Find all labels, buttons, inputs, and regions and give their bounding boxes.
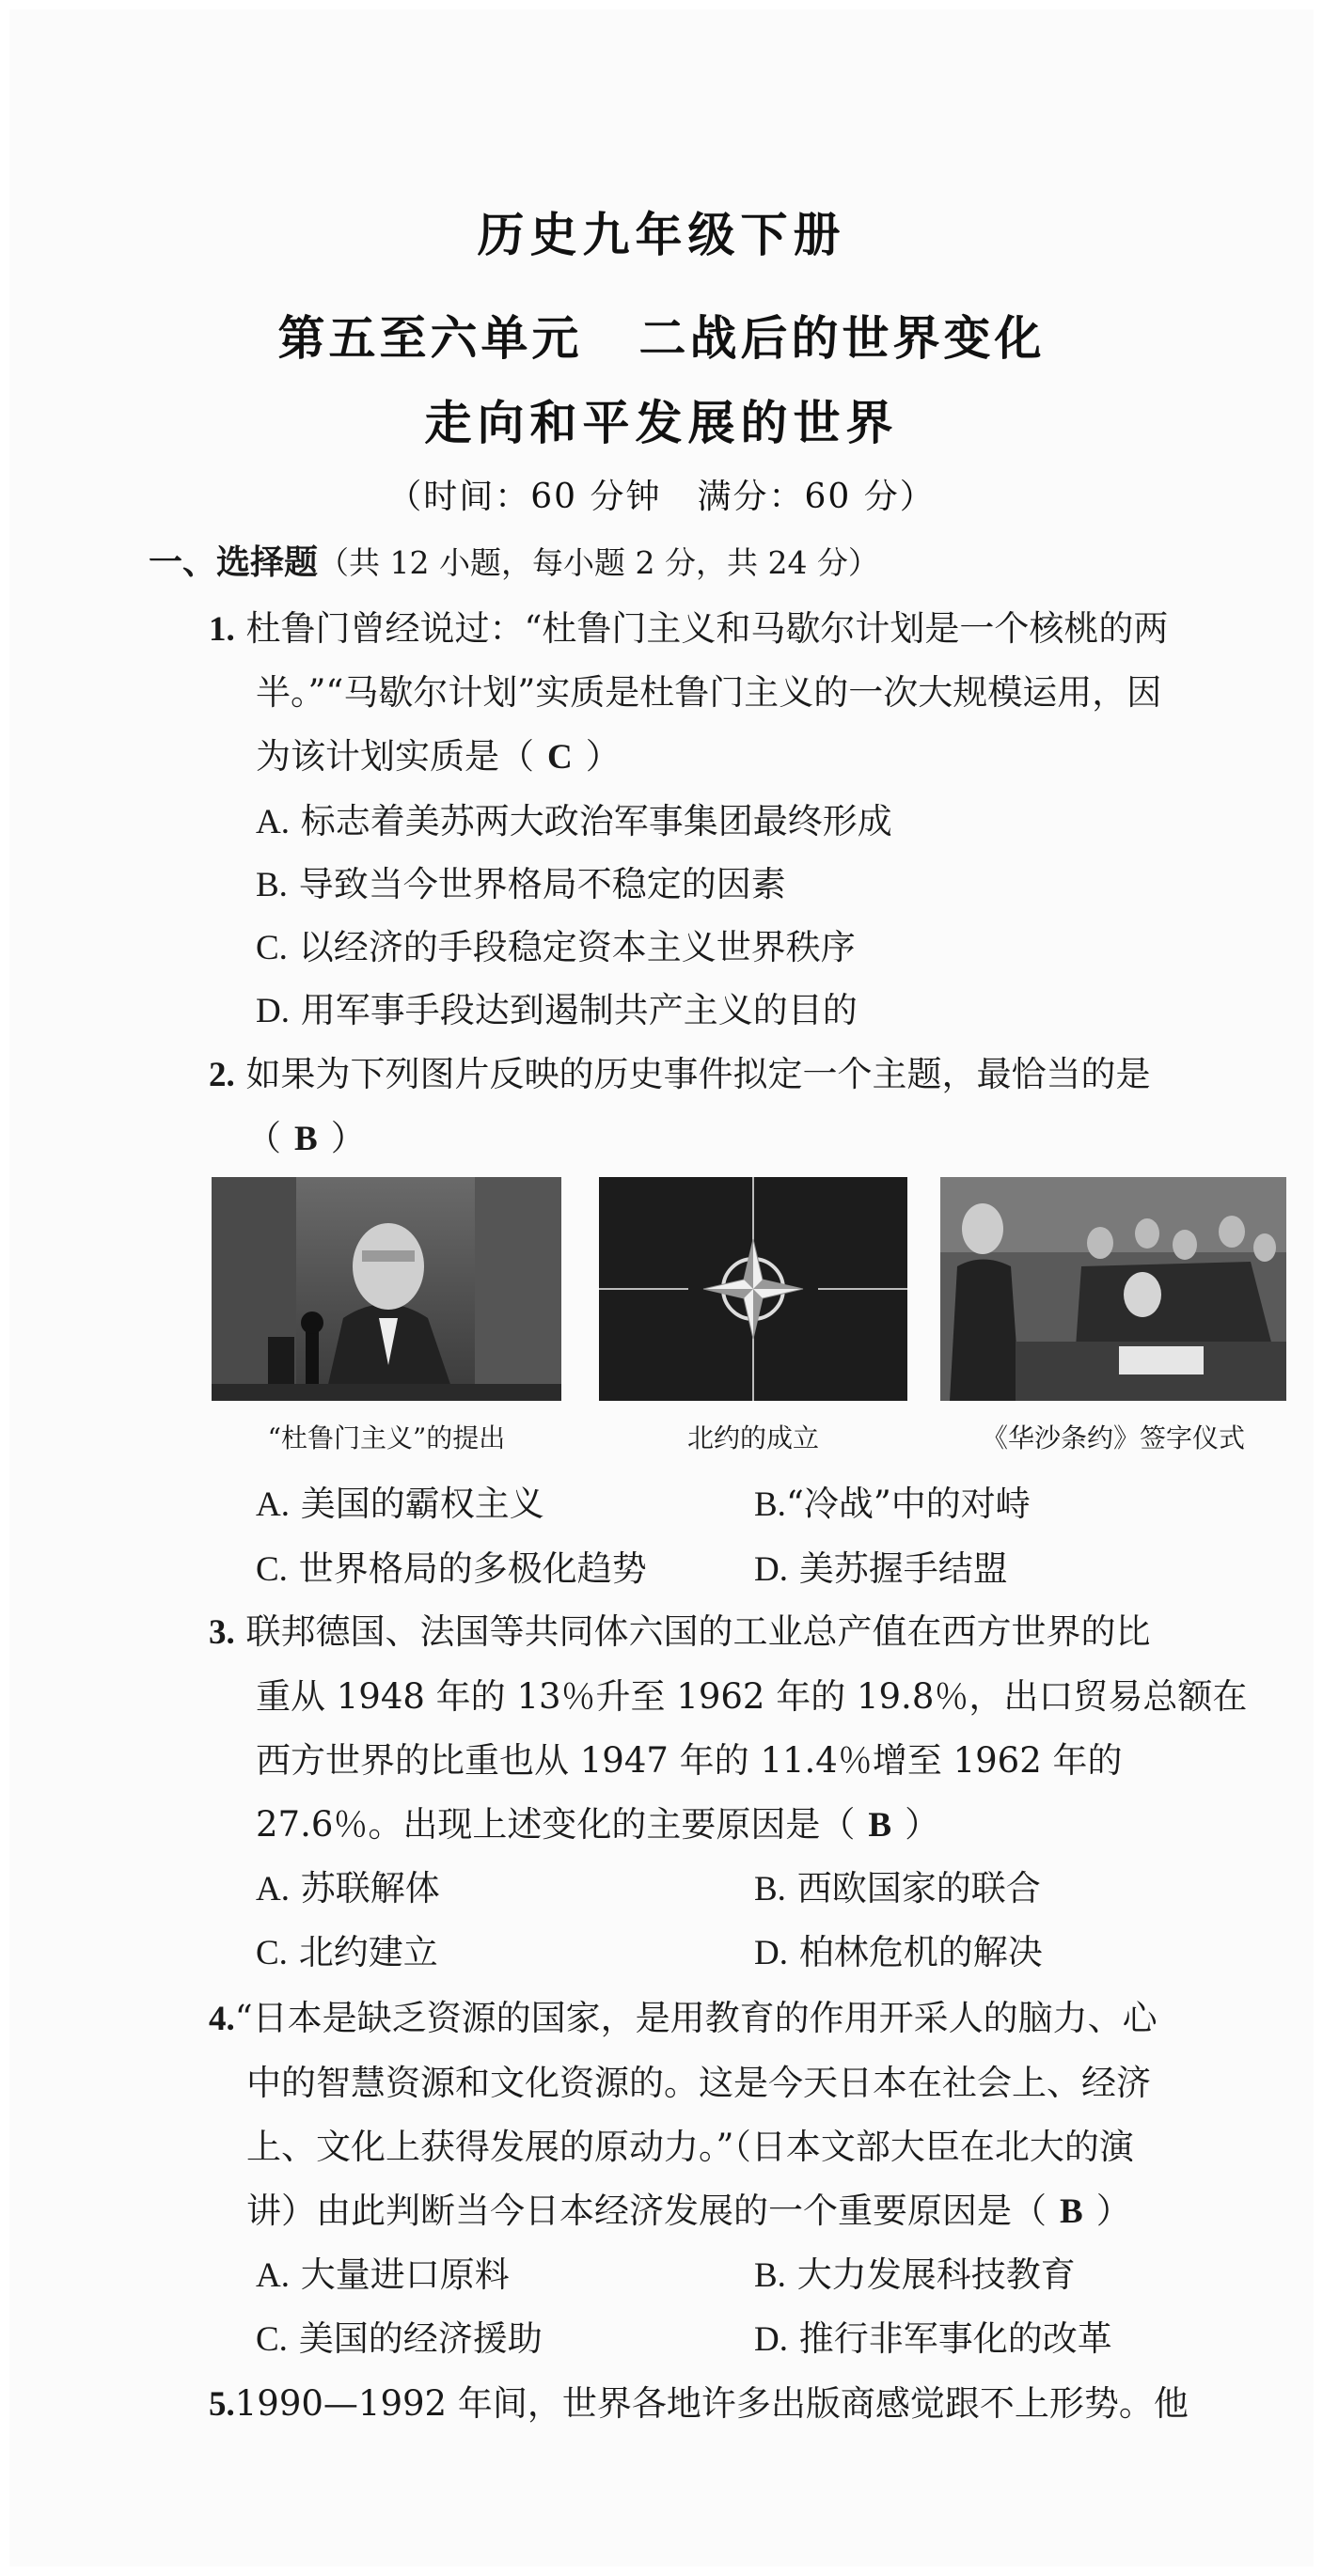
q3-option-b [754, 1868, 1041, 1908]
q4-line-4 [246, 2193, 1131, 2229]
q2-number: 2. [209, 1056, 235, 1094]
q1-answer: C [547, 738, 573, 777]
q1-option-c [256, 927, 856, 967]
q4-line-3: 上、文化上获得发展的原动力。”（日本文部大臣在北大的演 [246, 2127, 1134, 2167]
section-label: 一、选择题 [149, 542, 319, 582]
q1-option-b [256, 864, 786, 904]
q1-option-b-label: B. [256, 866, 288, 904]
q1-option-a-text: 标志着美苏两大政治军事集团最终形成 [300, 801, 892, 841]
q5-line-1 [209, 2383, 1189, 2424]
q4-option-b-label: B. [754, 2256, 786, 2295]
q3-option-b-text: 西欧国家的联合 [796, 1868, 1041, 1908]
section-detail: （共 12 小题，每小题 2 分，共 24 分） [318, 544, 879, 581]
q1-number: 1. [209, 610, 235, 649]
photo-warsaw-signing [940, 1177, 1286, 1401]
q1-option-a-label: A. [256, 803, 290, 841]
q3-option-c-label: C. [256, 1934, 288, 1972]
q3-option-a-text: 苏联解体 [300, 1868, 440, 1908]
q2-line-2 [246, 1118, 366, 1158]
q4-line-1 [209, 1998, 1158, 2038]
q3-option-b-label: B. [754, 1870, 786, 1908]
q2-option-d-text: 美苏握手结盟 [798, 1548, 1008, 1589]
section-heading [149, 536, 879, 584]
q2-option-b-label: B. [754, 1485, 786, 1524]
q3-option-c-text: 北约建立 [298, 1932, 438, 1972]
unit-title [0, 301, 1323, 369]
q3-option-a [256, 1868, 440, 1908]
exam-time-info: （时间：60 分钟 满分：60 分） [387, 478, 936, 516]
unit-title-line2: 走向和平发展的世界 [424, 395, 899, 450]
q2-option-a-text: 美国的霸权主义 [300, 1484, 544, 1524]
q1-option-a [256, 801, 892, 841]
q4-option-a-label: A. [256, 2256, 290, 2295]
q1-option-c-text: 以经济的手段稳定资本主义世界秩序 [298, 927, 856, 967]
q2-option-c-text: 世界格局的多极化趋势 [298, 1548, 647, 1589]
caption-truman: “杜鲁门主义”的提出 [267, 1422, 506, 1453]
q3-number: 3. [209, 1613, 235, 1652]
q1-option-d-text: 用军事手段达到遏制共产主义的目的 [300, 990, 858, 1030]
q2-close: ） [330, 1118, 366, 1158]
q3-option-d-text: 柏林危机的解决 [798, 1932, 1043, 1972]
q3-line-4 [256, 1804, 940, 1845]
caption-nato: 北约的成立 [686, 1422, 819, 1453]
q4-option-c-text: 美国的经济援助 [298, 2318, 543, 2359]
q2-open: （ [246, 1118, 281, 1158]
q2-option-c-label: C. [256, 1550, 288, 1589]
q4-option-b-text: 大力发展科技教育 [796, 2254, 1076, 2295]
q4-text-4: 讲）由此判断当今日本经济发展的一个重要原因是（ [246, 2191, 1047, 2231]
q3-answer: B [868, 1806, 892, 1845]
q3-text-1: 联邦德国、法国等共同体六国的工业总产值在西方世界的比 [245, 1611, 1151, 1652]
q1-option-c-label: C. [256, 929, 288, 967]
q1-option-b-text: 导致当今世界格局不稳定的因素 [298, 864, 786, 904]
q3-option-d-label: D. [754, 1934, 788, 1972]
q2-text-1: 如果为下列图片反映的历史事件拟定一个主题，最恰当的是 [245, 1054, 1151, 1094]
photo-truman-speech [212, 1177, 561, 1401]
q2-option-b [754, 1486, 1031, 1522]
book-title: 历史九年级下册 [477, 207, 846, 262]
q3-line-1 [209, 1611, 1151, 1652]
q1-option-d-label: D. [256, 992, 290, 1030]
q4-option-d-label: D. [754, 2320, 788, 2359]
q3-option-a-label: A. [256, 1870, 290, 1908]
q4-option-d [754, 2318, 1112, 2359]
q4-option-a-text: 大量进口原料 [300, 2254, 510, 2295]
q1-line-1 [209, 608, 1169, 649]
q2-option-a-label: A. [256, 1485, 290, 1524]
q3-close: ） [905, 1804, 940, 1845]
q1-text-3: 为该计划实质是（ [256, 736, 534, 777]
q2-option-a [256, 1486, 544, 1522]
unit-title-part-b: 二战后的世界变化 [638, 310, 1046, 366]
q5-number: 5. [209, 2385, 235, 2424]
q4-line-2: 中的智慧资源和文化资源的。这是今天日本在社会上、经济 [246, 2063, 1151, 2103]
q1-line-3 [256, 736, 621, 777]
q4-close: ） [1095, 2191, 1131, 2231]
q2-option-c [256, 1548, 647, 1589]
q3-line-3: 西方世界的比重也从 1947 年的 11.4％增至 1962 年的 [256, 1740, 1123, 1781]
q1-close: ） [585, 736, 621, 777]
q1-line-2: 半。”“马歇尔计划”实质是杜鲁门主义的一次大规模运用，因 [256, 672, 1162, 713]
q3-line-2: 重从 1948 年的 13％升至 1962 年的 19.8％，出口贸易总额在 [256, 1676, 1248, 1717]
q2-option-d-label: D. [754, 1550, 788, 1589]
q4-option-b [754, 2254, 1076, 2295]
q4-option-c-label: C. [256, 2320, 288, 2359]
q2-line-1 [209, 1054, 1151, 1094]
q4-option-d-text: 推行非军事化的改革 [798, 2318, 1112, 2359]
q4-text-1: “日本是缺乏资源的国家，是用教育的作用开采人的脑力、心 [234, 1998, 1158, 2038]
nato-compass-star-icon [599, 1177, 907, 1401]
q3-option-d [754, 1932, 1043, 1972]
unit-title-part-a: 第五至六单元 [277, 310, 583, 366]
q2-option-b-text: “冷战”中的对峙 [785, 1484, 1031, 1524]
q4-option-c [256, 2318, 543, 2359]
q2-option-d [754, 1548, 1008, 1589]
caption-warsaw: 《华沙条约》签字仪式 [981, 1422, 1245, 1453]
q4-number: 4. [209, 2000, 235, 2038]
q4-answer: B [1060, 2192, 1083, 2231]
q4-option-a [256, 2254, 510, 2295]
q3-option-c [256, 1932, 438, 1972]
q3-text-4: 27.6％。出现上述变化的主要原因是（ [256, 1804, 856, 1845]
q2-answer: B [294, 1120, 318, 1158]
q1-text-1: 杜鲁门曾经说过：“杜鲁门主义和马歇尔计划是一个核桃的两 [245, 608, 1169, 649]
q1-option-d [256, 990, 858, 1030]
q5-text-1: 1990—1992 年间，世界各地许多出版商感觉跟不上形势。他 [234, 2383, 1189, 2424]
